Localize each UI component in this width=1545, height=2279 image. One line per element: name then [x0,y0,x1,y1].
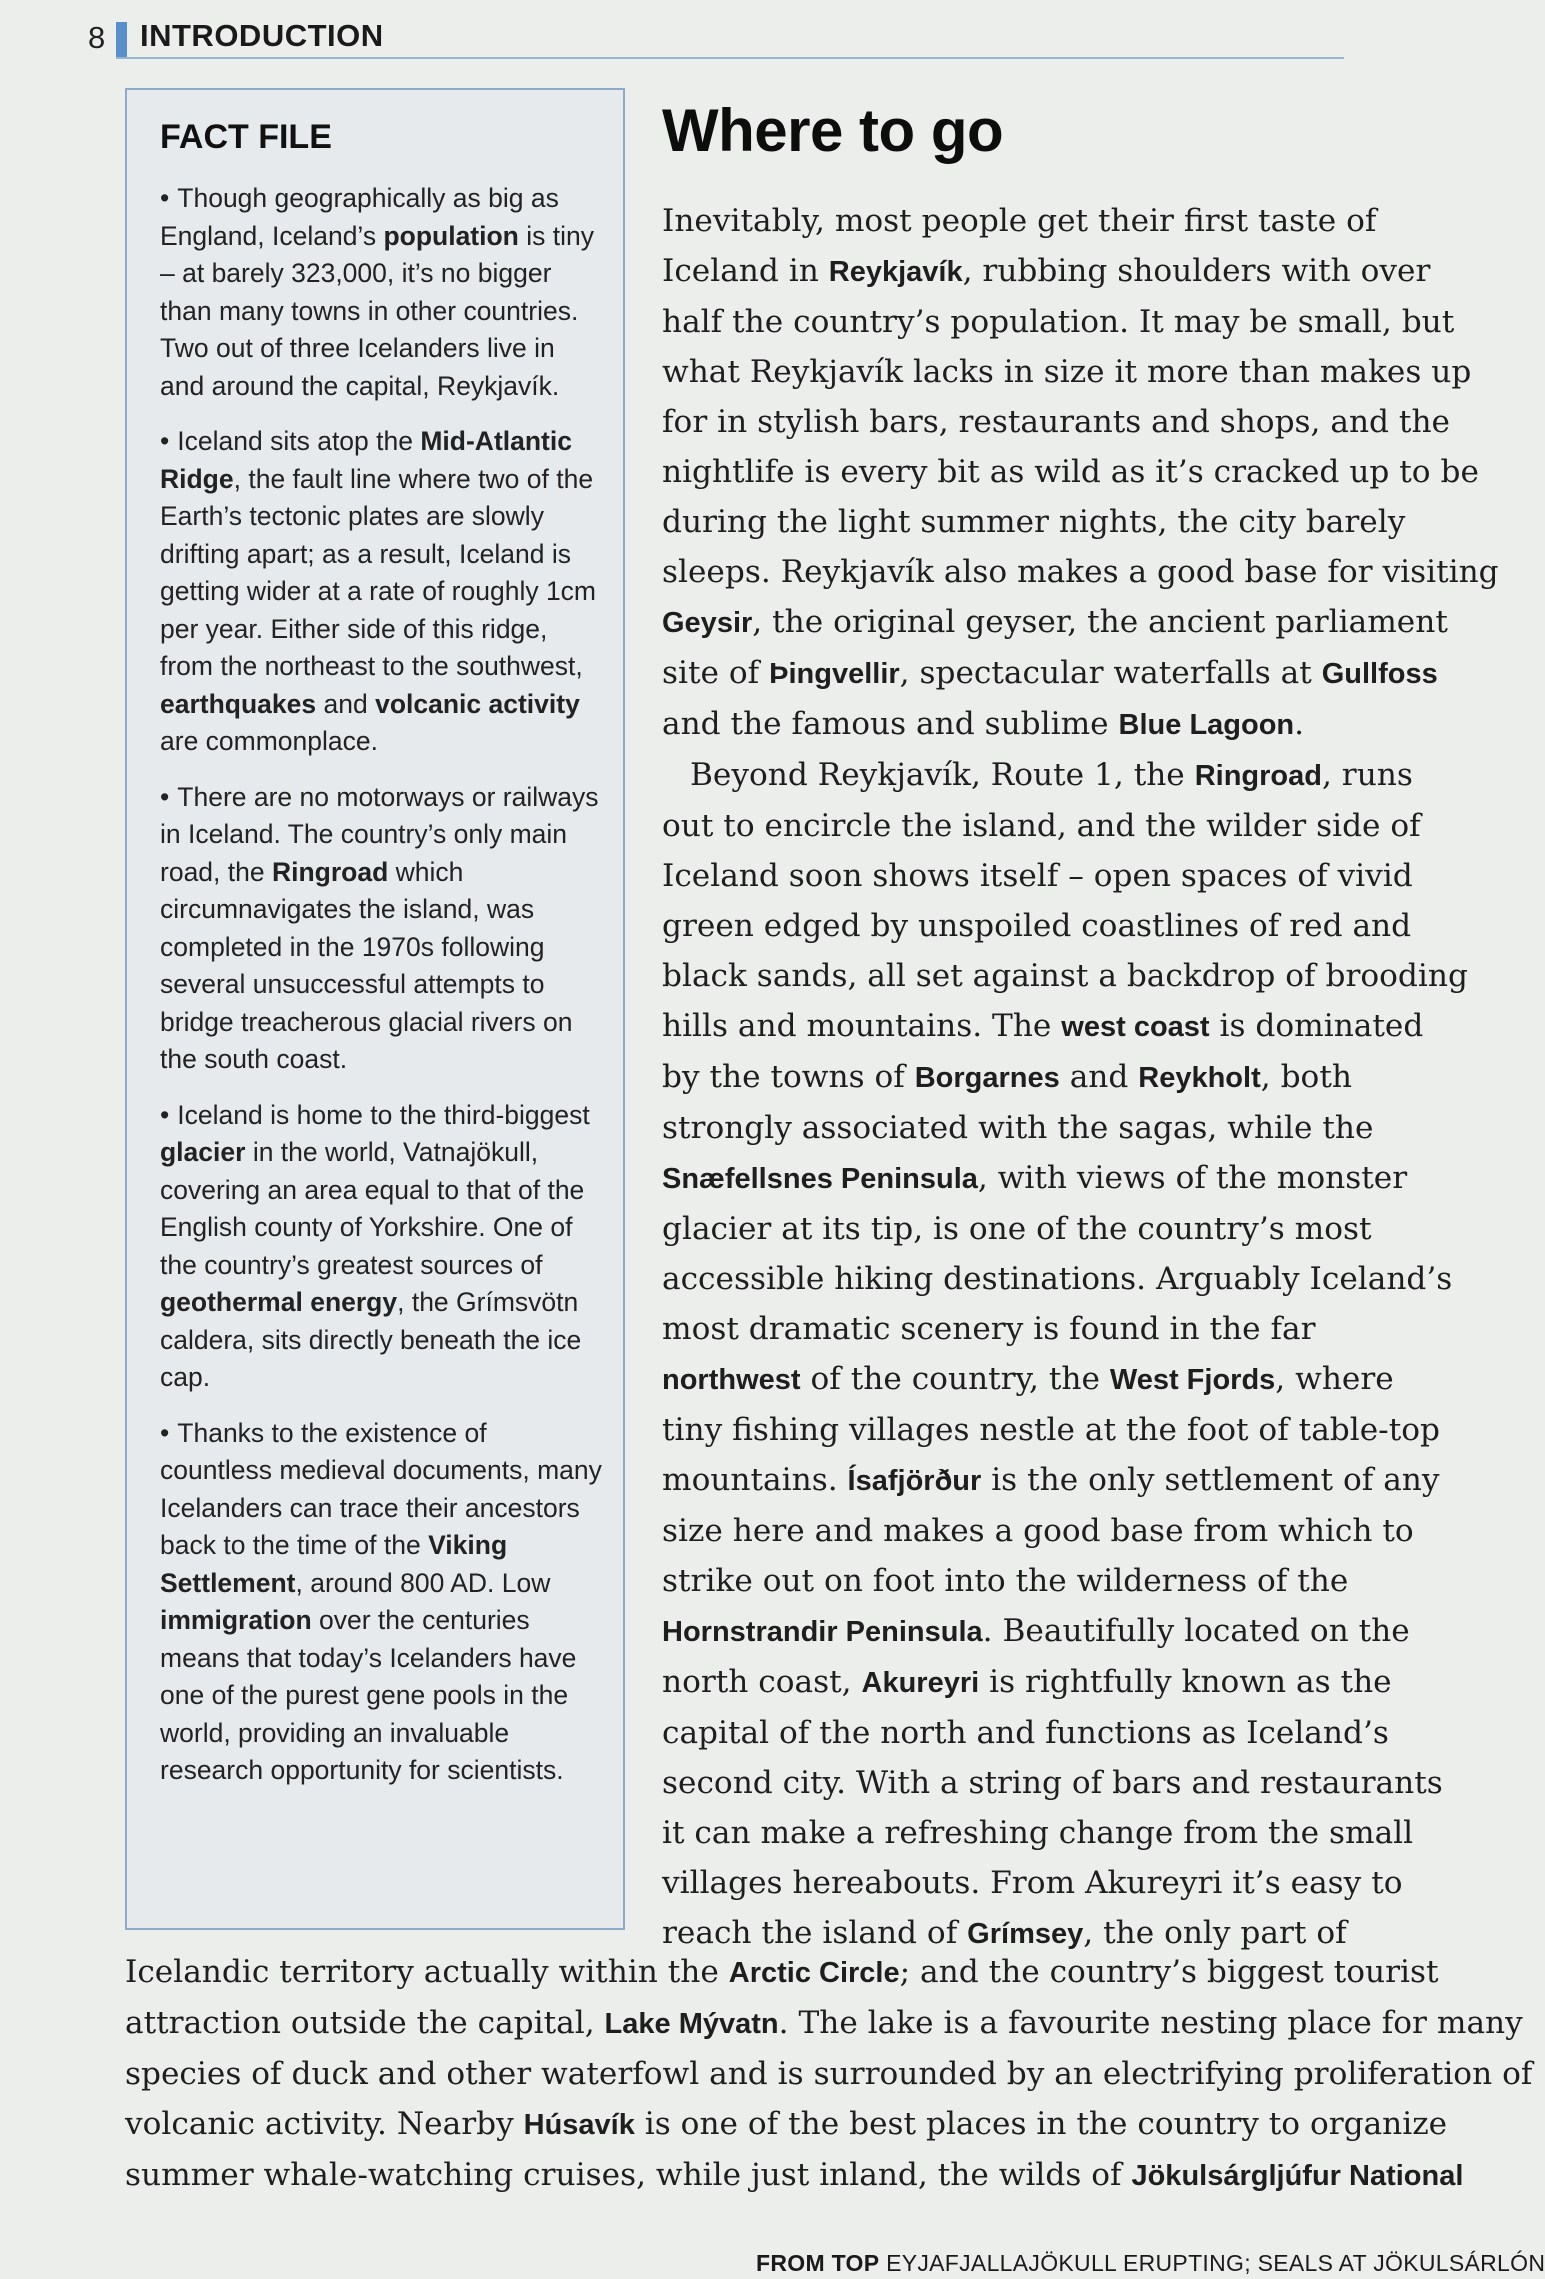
text-run: Iceland sits atop the [177,426,421,456]
bold-term: Arctic Circle [728,1957,900,1989]
text-run: . [1294,706,1305,742]
bold-term: Geysir [662,607,753,639]
text-run: during the light summer nights, the city barely [662,504,1406,540]
fact-file-list [160,180,605,1808]
bold-term: Lake Mývatn [604,2008,779,2040]
text-run: species of duck and other waterfowl and is surrounded by an electrifying proliferation of [125,2056,1533,2092]
text-run: north coast, [662,1664,862,1700]
bold-term: Mid-Atlantic Ridge [160,426,572,494]
fact-item [160,423,605,761]
text-run: size here and makes a good base from which to [662,1513,1414,1549]
fact-item [160,1097,605,1397]
text-line [662,1758,1443,1808]
bold-term: immigration [160,1605,312,1635]
bold-term: volcanic activity [375,688,580,719]
text-run: , the Grímsvötn caldera, sits directly beneath the ice cap. [160,1287,582,1392]
text-line [662,1708,1389,1758]
text-line [662,347,1472,397]
text-run: is the only settlement of any [981,1462,1440,1498]
fact-item [160,180,605,405]
text-line [662,1304,1344,1354]
text-run: Thanks to the existence of countless medieval documents, many Icelanders can trace their ancestors back to the time of the [160,1417,602,1560]
text-run: over the centuries means that today’s Icelanders have one of the purest gene pools in the world, providing an invaluable research opportunity for scientists. [160,1605,577,1785]
text-run: strike out on foot into the wilderness of the [662,1563,1349,1599]
bold-term: northwest [662,1364,801,1396]
text-run: , spectacular waterfalls at [899,655,1322,691]
text-line [662,447,1479,497]
article-heading: Where to go [662,97,1004,164]
text-line [662,901,1412,951]
bold-term: Akureyri [861,1667,980,1699]
text-line [662,1204,1372,1254]
text-run: what Reykjavík lacks in size it more than makes up [662,354,1472,390]
bold-term: glacier [160,1137,246,1167]
section-accent-bar [116,22,127,58]
text-run: . The lake is a favourite nesting place for many [778,2005,1523,2041]
text-run: Beyond Reykjavík, Route 1, the [690,757,1195,793]
text-line [662,1657,1392,1708]
text-run: Inevitably, most people get their first taste of [662,203,1377,239]
text-run: is dominated [1209,1008,1424,1044]
text-line [662,851,1413,901]
text-run: and [316,688,376,719]
text-run: , runs [1321,757,1413,793]
text-run: Icelandic territory actually within the [125,1954,729,1990]
text-line [662,1001,1424,1052]
text-run: accessible hiking destinations. Arguably Iceland’s [662,1261,1453,1297]
text-line [662,1052,1352,1103]
text-line [662,648,1438,699]
bold-term: earthquakes [160,688,317,719]
text-line [662,1254,1453,1304]
text-line [662,196,1377,246]
text-line [662,1556,1349,1606]
fact-item [160,1415,605,1790]
photo-caption [756,2250,1545,2277]
bold-term: Viking Settlement [160,1530,508,1598]
text-line [662,699,1344,750]
text-line [662,497,1406,547]
text-run: nightlife is every bit as wild as it’s cracked up to be [662,454,1479,490]
bold-term: Ringroad [271,856,389,887]
article-wide-text [125,1947,1533,2197]
text-run: is tiny – at barely 323,000, it’s no bigger than many towns in other countries. Two out of three Icelanders live in and around the capital, Reykjavík. [160,220,594,401]
bold-term: population [383,220,519,251]
text-run: is one of the best places in the country to organize [634,2106,1448,2142]
text-run: , the original geyser, the ancient parliament [752,604,1448,640]
bold-term: Gullfoss [1321,658,1438,690]
fact-item [160,779,605,1079]
caption-text: EYJAFJALLAJÖKULL ERUPTING; SEALS AT JÖKULSÁRLÓN [879,2250,1545,2276]
text-run: for in stylish bars, restaurants and shops, and the [662,404,1451,440]
text-line [662,1506,1414,1556]
text-line [662,1405,1440,1455]
text-line [125,1947,1439,1998]
bullet-icon: • [160,183,170,213]
bullet-icon: • [160,781,170,812]
text-run: , the only part of [1083,1915,1347,1951]
page-number: 8 [88,20,106,55]
bold-term: Blue Lagoon [1118,709,1295,741]
bold-term: Ringroad [1194,760,1322,792]
text-run: , both [1260,1059,1352,1095]
text-run: , around 800 AD. Low [295,1567,551,1598]
text-run: strongly associated with the sagas, while the [662,1110,1374,1146]
text-line [662,1858,1403,1908]
text-run: out to encircle the island, and the wilder side of [662,808,1421,844]
text-line [662,1354,1394,1405]
bold-term: West Fjords [1109,1364,1276,1396]
text-run: second city. With a string of bars and restaurants [662,1765,1443,1801]
article-column-text [662,196,1499,1986]
text-run: which circumnavigates the island, was completed in the 1970s following several unsuccessful attempts to bridge treacherous glacial rivers on the south coast. [160,856,573,1074]
text-line [125,2099,1448,2150]
text-run: Iceland is home to the third-biggest [177,1099,590,1130]
text-run: , where [1275,1361,1394,1397]
text-run: Iceland in [662,253,829,289]
bold-term: Reykjavík [828,256,963,288]
text-run: , rubbing shoulders with over [962,253,1431,289]
text-line [662,801,1421,851]
text-line [662,246,1431,297]
text-line [662,597,1448,648]
bold-term: Húsavík [523,2109,635,2141]
bold-term: Ísafjörður [847,1465,982,1497]
bold-term: Hornstrandir Peninsula [662,1616,983,1648]
bold-term: Jökulsárgljúfur National [1131,2160,1464,2192]
text-run: , with views of the monster [977,1160,1408,1196]
bullet-icon: • [160,426,170,456]
text-line [662,547,1499,597]
text-run: black sands, all set against a backdrop of brooding [662,958,1468,994]
text-run: tiny fishing villages nestle at the foot of table-top [662,1412,1440,1448]
text-run: , the fault line where two of the Earth’s tectonic plates are slowly drifting apart; as a result, Iceland is getting wider at a rate of roughly 1cm per year. Either side of this ridge, from the northeast to the southwest, [160,463,597,681]
text-run: villages hereabouts. From Akureyri it’s easy to [662,1865,1403,1901]
text-run: reach the island of [662,1915,968,1951]
text-line [662,297,1455,347]
fact-file-title: FACT FILE [160,118,332,156]
bold-term: Grímsey [967,1918,1084,1950]
bold-term: geothermal energy [160,1287,398,1317]
text-run: by the towns of [662,1059,915,1095]
text-run: and the famous and sublime [662,706,1119,742]
text-run: half the country’s population. It may be small, but [662,304,1455,340]
text-run: ; and the country’s biggest tourist [899,1954,1439,1990]
text-run: hills and mountains. The [662,1008,1062,1044]
text-line [125,2150,1464,2201]
text-run: volcanic activity. Nearby [125,2106,524,2142]
bold-term: Þingvellir [769,658,900,690]
text-run: sleeps. Reykjavík also makes a good base for visiting [662,554,1499,590]
text-run: There are no motorways or railways in Iceland. The country’s only main road, the [160,781,599,887]
text-run: mountains. [662,1462,848,1498]
bold-term: Snæfellsnes Peninsula [662,1163,978,1195]
section-label: INTRODUCTION [140,18,384,53]
text-run: it can make a refreshing change from the small [662,1815,1414,1851]
text-line [125,2049,1533,2099]
text-run: capital of the north and functions as Iceland’s [662,1715,1389,1751]
text-line [662,1103,1374,1153]
text-line [662,397,1451,447]
text-run: in the world, Vatnajökull, covering an area equal to that of the English county of Yorkshire. One of the country’s greatest sources of [160,1137,585,1280]
text-line [125,1998,1523,2049]
bold-term: Borgarnes [914,1062,1060,1094]
text-run: are commonplace. [160,726,378,756]
text-run: is rightfully known as the [979,1664,1392,1700]
text-run: Iceland soon shows itself – open spaces of vivid [662,858,1413,894]
text-run: site of [662,655,770,691]
text-run: most dramatic scenery is found in the far [662,1311,1316,1347]
text-line [662,1153,1408,1204]
text-run: glacier at its tip, is one of the country’s most [662,1211,1372,1247]
text-run: of the country, the [800,1361,1110,1397]
text-run: and [1059,1059,1139,1095]
bullet-icon: • [160,1099,170,1130]
text-line [662,1455,1440,1506]
text-run: summer whale-watching cruises, while just inland, the wilds of [125,2157,1132,2193]
bold-term: west coast [1061,1011,1210,1043]
text-line [662,951,1468,1001]
caption-lead: FROM TOP [756,2250,880,2276]
text-line [662,1808,1414,1858]
text-run: attraction outside the capital, [125,2005,605,2041]
text-run: green edged by unspoiled coastlines of red and [662,908,1412,944]
header-rule [116,57,1344,59]
text-line [662,1606,1410,1657]
text-line [662,750,1413,801]
text-run: . Beautifully located on the [982,1613,1410,1649]
bold-term: Reykholt [1138,1062,1261,1094]
bullet-icon: • [160,1417,170,1448]
text-run: Though geographically as big as England, Iceland’s [160,183,559,251]
